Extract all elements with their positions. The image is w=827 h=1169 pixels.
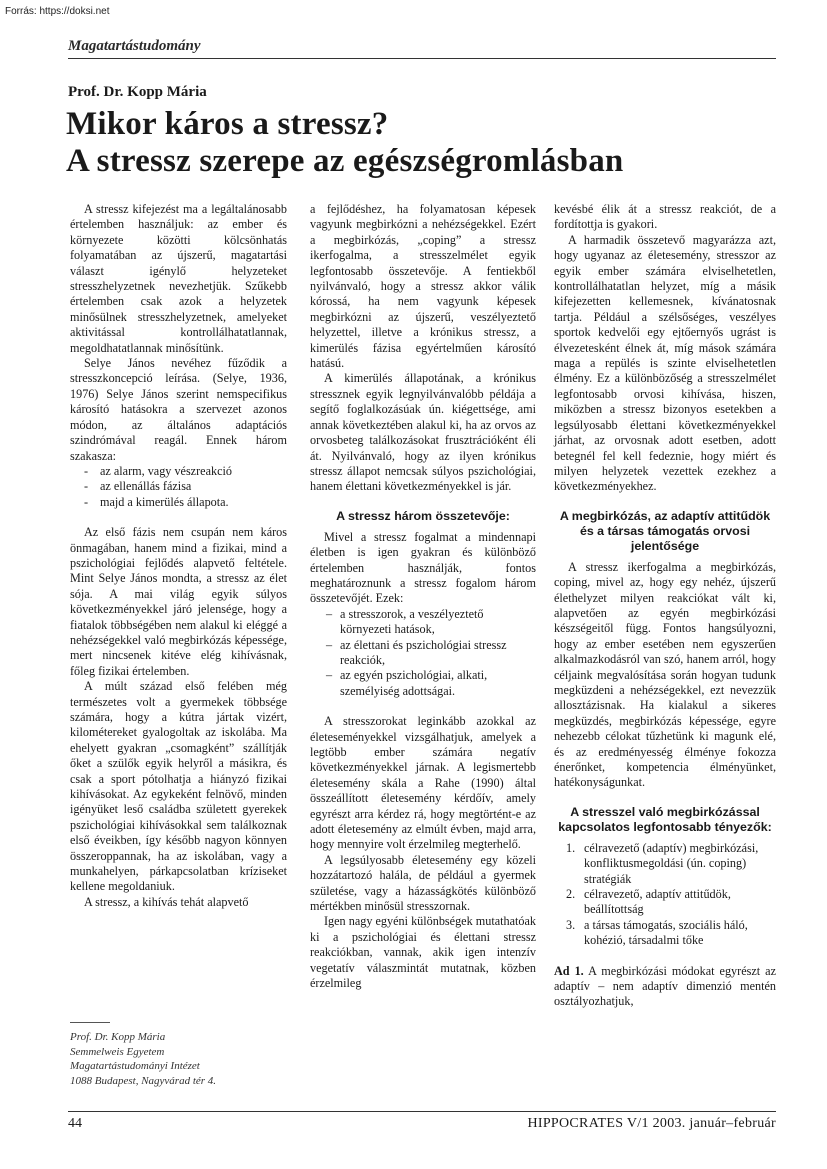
list-item: – az egyén pszichológiai, alkati, személyiség adottságai. xyxy=(310,668,536,699)
list-item xyxy=(554,918,776,949)
column-3 xyxy=(554,202,776,1010)
list-item-text: célravezető (adaptív) megbirkózási, konfliktusmegoldási (ún. coping) stratégiák xyxy=(584,840,759,886)
title-line-1: Mikor káros a stressz? xyxy=(66,106,389,142)
section-heading: A stressz három összetevője: xyxy=(336,508,510,523)
coping-factors-list xyxy=(554,841,776,949)
affiliation-line: Prof. Dr. Kopp Mária xyxy=(70,1031,166,1043)
list-item xyxy=(554,887,776,918)
page-number: 44 xyxy=(68,1116,82,1131)
journal-footer: HIPPOCRATES V/1 2003. január–február xyxy=(527,1116,776,1131)
stress-components-list xyxy=(310,607,536,699)
col2-paragraph-1: a fejlődéshez, ha folyamatosan képesek vagyunk megbirkózni a nehézségekkel. Ezért a megbirkózás, „coping” a stressz ikerfogalma, a stresszelmélet egyik legfontosabb összetevője. A fentiekből nyilvánvaló, hogy a stressz akkor válik kórossá, ha nem vagyunk képesek megbirkózni az újszerű, veszélyeztető helyzettel, illetve a krónikus stressz, a kimerülés fázisa egyértelműen károsító hatású. xyxy=(310,202,536,371)
affiliation-line: 1088 Budapest, Nagyvárad tér 4. xyxy=(70,1074,217,1087)
col1-paragraph-1: A stressz kifejezést ma a legáltalánosabb értelemben használjuk: az ember és környezete közötti kölcsönhatás folyamatában az újszerű, magatartási választ igénylő helyzeteket stresszhelyzetnek nevezhetjük. Szűkebb értelemben csak azok a helyzetek minősülnek stresszhelyzetnek, amelyeket aktivitással kontrollálhatatlannak, megoldhatatlannak minősítünk. xyxy=(70,202,287,355)
stress-phases-list xyxy=(70,464,287,510)
affiliation-line: Magatartástudományi Intézet xyxy=(70,1060,200,1072)
col3-paragraph-3: A stressz ikerfogalma a megbirkózás, coping, mivel az, hogy egy nehéz, újszerű élethelyzet milyen reakciókat vált ki, alapvetően az egyén megbirkózási készségeitől függ. Fontos hangsúlyozni, hogy az ember esetében nem egyszerűen alkalmazkodásról van szó, hanem arról, hogy céljaink megvalósítása során hogyan tudunk megküzdeni a nehézségekkel, ezt nevezzük allosztázisnak. Ha kialakul a sikeres megküzdés, megbirkózás képessége, egyre nehezebb célokat tűzhetünk ki magunk elé, és az eredményesség élménye fokozza énerőnket, kompetencia élményünket, hatékonyságunkat. xyxy=(554,559,776,790)
col2-paragraph-3: Mivel a stressz fogalmat a mindennapi életben is igen gyakran és különböző értelemben használják, fontos meghatároznunk a stressz fogalom három összetevőjét. Ezek: xyxy=(310,529,536,606)
col1-paragraph-2: Selye János nevéhez fűződik a stresszkoncepció leírása. (Selye, 1936, 1976) Selye János szerint nemspecifikus károsító hatásokra a szervezet azonos módon, az általános adaptációs szindrómával reagál. Ennek három szakasza: xyxy=(70,356,287,463)
col2-paragraph-5: A legsúlyosabb életesemény egy közeli hozzátartozó halála, de például a gyermek születése, vagy a házasságkötés különböző mértékben minősül stresszornak. xyxy=(310,852,536,914)
list-item: - az alarm, vagy vészreakció xyxy=(70,464,287,479)
author: Prof. Dr. Kopp Mária xyxy=(68,84,207,100)
source-note: Forrás: https://doksi.net xyxy=(5,6,110,17)
title-line-2: A stressz szerepe az egészségromlásban xyxy=(66,143,624,179)
col3-paragraph-4 xyxy=(554,964,776,1010)
col1-paragraph-4: A múlt század első felében még természetes volt a gyermekek többsége számára, hogy a kútra jártak vizért, kilométereket gyalogoltak az iskolába. Ma ehelyett gyakran „csomagként” szállítják őket a szülők egyik helyről a másikra, és csak a sport pótolhatja a hiányzó fizikai kihívásokat. Az egykeként felnövő, minden igényüket leső családba született gyerekek pszichológiai kihívásokkal sem találkoznak első éveikben, így később nagyon könnyen összeroppannak, ha az iskolában, vagy a munkahelyen, párkapcsolatban kríziseket kellene megoldaniuk. xyxy=(70,679,287,894)
list-item: – az élettani és pszichológiai stressz reakciók, xyxy=(310,638,536,669)
list-item: – a stresszorok, a veszélyeztető környezeti hatások, xyxy=(310,607,536,638)
bottom-rule xyxy=(68,1111,776,1112)
col1-paragraph-5: A stressz, a kihívás tehát alapvető xyxy=(84,894,249,909)
article-title xyxy=(66,106,623,180)
col2-paragraph-4: A stresszorokat leginkább azokkal az életeseményekkel vizsgálhatjuk, amelyek a legtöbb ember számára negatív következményekkel járnak. A legismertebb életesemény skála a Rahe (1990) által összeállított életesemény kérdőív, amely egyrészt arra kérdez rá, hogy megtörtént-e az adott életesemény az elmúlt évben, majd arra, hogy mennyire volt érzelmileg megterhelő. xyxy=(310,714,536,852)
col3-paragraph-1: kevésbé élik át a stressz reakciót, de a fordítottja is gyakori. xyxy=(554,202,776,232)
list-item-text: a társas támogatás, szociális háló, kohézió, társadalmi tőke xyxy=(584,917,748,948)
col2-paragraph-2: A kimerülés állapotának, a krónikus stressznek egyik legnyilvánvalóbb példája a segítő foglalkozásúak ún. kiégettsége, ami annak következtében alakul ki, ha az orvos az orvosbeteg találkozásokat frusztrációként éli át. Nyilvánvaló, hogy az ilyen krónikus stressz állapot nemcsak súlyos pszichológiai, hanem élettani következményekkel is jár. xyxy=(310,371,536,494)
column-1 xyxy=(70,202,287,910)
author-affiliation xyxy=(70,1030,270,1088)
ad1-label: Ad 1. xyxy=(554,963,584,978)
section-heading: A megbirkózás, az adaptív attitűdök és a társas támogatás orvosi jelentősége xyxy=(559,508,771,553)
col3-paragraph-2: A harmadik összetevő magyarázza azt, hogy ugyanaz az életesemény, stresszor az egyik ember számára elviselhetetlen, kontrollálhatatlan helyzet, míg a másik kifejezetten kellemesnek, kívánatosnak tartja. Például a szélsőséges, veszélyes sportok kedvelői egy ejtőernyős ugrást is élvezetesként élnek át, míg mások számára maga a repülés is szinte elviselhetetlen élmény. Ez a különbözőség a stresszelmélet legfontosabb orvosi kihívása, hiszen, miközben a stressz bizonyos esetekben a legsúlyosabb élettani következményekkel járhat, az orvosnak adott esetben, adott betegnél fel kell fedeznie, hogy miért és milyen helyzetek vezettek ezekhez a következményekhez. xyxy=(554,232,776,494)
section-heading: A stresszel való megbirkózással kapcsolatos legfontosabb tényezők: xyxy=(558,804,772,834)
list-item xyxy=(554,841,776,887)
affiliation-rule xyxy=(70,1022,110,1023)
list-item: - majd a kimerülés állapota. xyxy=(70,495,287,510)
affiliation-line: Semmelweis Egyetem xyxy=(70,1045,165,1058)
col1-paragraph-3: Az első fázis nem csupán nem káros önmagában, hanem mind a fizikai, mind a pszichológiai fejlődés alapvető feltétele. Mint Selye János mondta, a stressz az élet sója. A mai világ egyik súlyos következményekkel járó jelensége, hogy a fiatalok többségében nem alakul ki eléggé a nehézségekkel való megbirkózás képessége, mert nincsenek kitéve elég kihívásnak, főleg fizikai értelemben. xyxy=(70,525,287,678)
list-item-text: célravezető, adaptív attitűdök, beállítottság xyxy=(584,887,731,917)
top-rule xyxy=(68,58,776,59)
list-item: - az ellenállás fázisa xyxy=(70,479,287,494)
ad1-text: A megbirkózási módokat egyrészt az adaptív – nem adaptív dimenzió mentén osztályozhatjuk, xyxy=(554,963,776,1009)
column-2 xyxy=(310,202,536,992)
running-head: Magatartástudomány xyxy=(68,38,201,54)
col2-paragraph-6: Igen nagy egyéni különbségek mutathatóak ki a pszichológiai és élettani stressz reakciókban, vannak, akik igen intenzív vegetatív válaszmintát mutatnak, közben érzelmileg xyxy=(310,914,536,991)
